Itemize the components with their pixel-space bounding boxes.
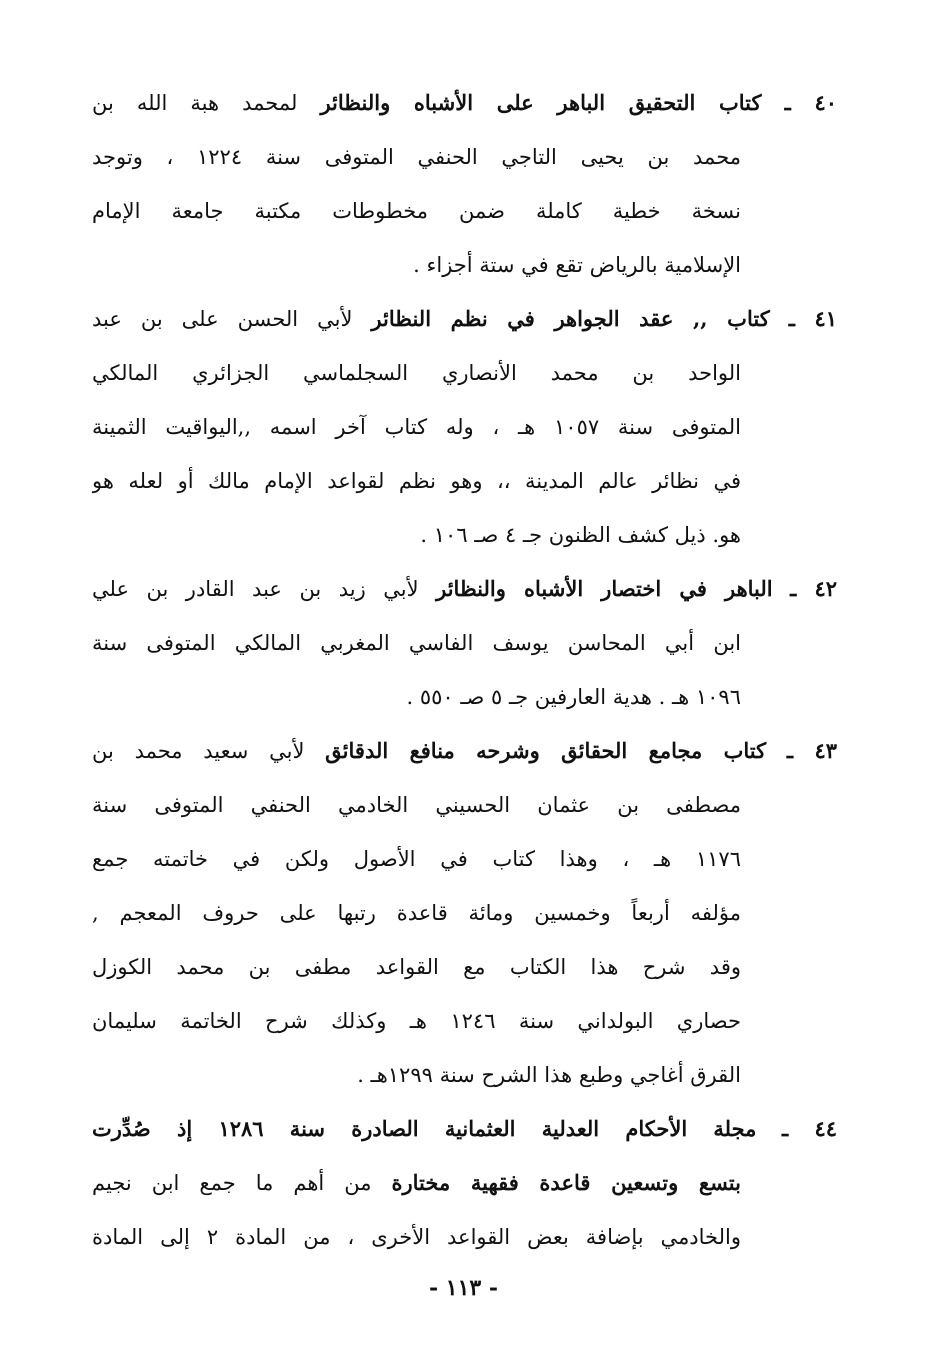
entry-number: ٤٠ ـ <box>784 90 837 115</box>
entry-line: ١٠٩٦ هـ . هدية العارفين جـ ٥ صـ ٥٥٠ . <box>406 685 741 709</box>
entry-title: كتاب مجامع الحقائق وشرحه منافع الدقائق <box>325 738 767 763</box>
entry-line: وقد شرح هذا الكتاب مع القواعد مطفى بن محمد الكوزل <box>92 955 741 979</box>
entry-title: مجلة الأحكام العدلية العثمانية الصادرة سنة ١٢٨٦ إذ صُدِّرت <box>92 1116 757 1141</box>
entry-line: نسخة خطية كاملة ضمن مخطوطات مكتبة جامعة الإمام <box>92 199 741 223</box>
entry-text: لمحمد هبة الله بن <box>92 91 298 115</box>
entry-text: لأبي سعيد محمد بن <box>92 739 305 763</box>
entry-line: ابن أبي المحاسن يوسف الفاسي المغربي المالكي المتوفى سنة <box>92 631 741 655</box>
entry-line: هو. ذيل كشف الظنون جـ ٤ صـ ١٠٦ . <box>420 523 741 547</box>
entry-first-line <box>92 292 837 346</box>
entry-title: كتاب التحقيق الباهر على الأشباه والنظائر <box>320 90 762 115</box>
entry-line: حصاري البولداني سنة ١٢٤٦ هـ وكذلك شرح الخاتمة سليمان <box>92 1009 741 1033</box>
entry-line: المتوفى سنة ١٠٥٧ هـ ، وله كتاب آخر اسمه ,,اليواقيت الثمينة <box>92 415 741 439</box>
entry-text: من أهم ما جمع ابن نجيم <box>92 1171 372 1195</box>
entry-number: ٤٣ ـ <box>786 738 837 763</box>
entry-41 <box>92 292 837 562</box>
entry-text: لأبي الحسن على بن عبد <box>92 307 353 331</box>
entry-40 <box>92 76 837 292</box>
entry-first-line <box>92 562 837 616</box>
entry-first-line <box>92 1102 837 1156</box>
entry-line: مصطفى بن عثمان الحسيني الخادمي الحنفي المتوفى سنة <box>92 793 741 817</box>
entry-number: ٤٤ ـ <box>782 1116 837 1141</box>
entry-title: كتاب ,, عقد الجواهر في نظم النظائر <box>371 306 770 331</box>
entry-bold-text: بتسع وتسعين قاعدة فقهية مختارة <box>391 1170 741 1195</box>
entry-42 <box>92 562 837 724</box>
entry-number: ٤٢ ـ <box>790 576 837 601</box>
entry-44 <box>92 1102 837 1264</box>
entry-43 <box>92 724 837 1102</box>
entry-line: الواحد بن محمد الأنصاري السجلماسي الجزائري المالكي <box>92 361 741 385</box>
entry-line: القرق أغاجي وطبع هذا الشرح سنة ١٢٩٩هـ . <box>357 1063 741 1087</box>
entry-first-line <box>92 76 837 130</box>
entries-list <box>92 76 837 1264</box>
page-number: - ١١٣ - <box>428 1275 499 1301</box>
entry-line: محمد بن يحيى التاجي الحنفي المتوفى سنة ١٢٢٤ ، وتوجد <box>92 145 741 169</box>
entry-line: والخادمي بإضافة بعض القواعد الأخرى ، من المادة ٢ إلى المادة <box>92 1225 741 1249</box>
entry-line <box>92 1156 837 1210</box>
entry-line: في نظائر عالم المدينة ،، وهو نظم لقواعد الإمام مالك أو لعله هو <box>92 469 741 493</box>
entry-title: الباهر في اختصار الأشباه والنظائر <box>436 576 773 601</box>
entry-number: ٤١ ـ <box>788 306 837 331</box>
entry-line: الإسلامية بالرياض تقع في ستة أجزاء . <box>413 253 741 277</box>
entry-first-line <box>92 724 837 778</box>
entry-text: لأبي زيد بن عبد القادر بن علي <box>92 577 419 601</box>
entry-line: مؤلفه أربعاً وخمسين ومائة قاعدة رتبها على حروف المعجم , <box>92 901 741 925</box>
entry-line: ١١٧٦ هـ ، وهذا كتاب في الأصول ولكن في خاتمته جمع <box>92 847 741 871</box>
